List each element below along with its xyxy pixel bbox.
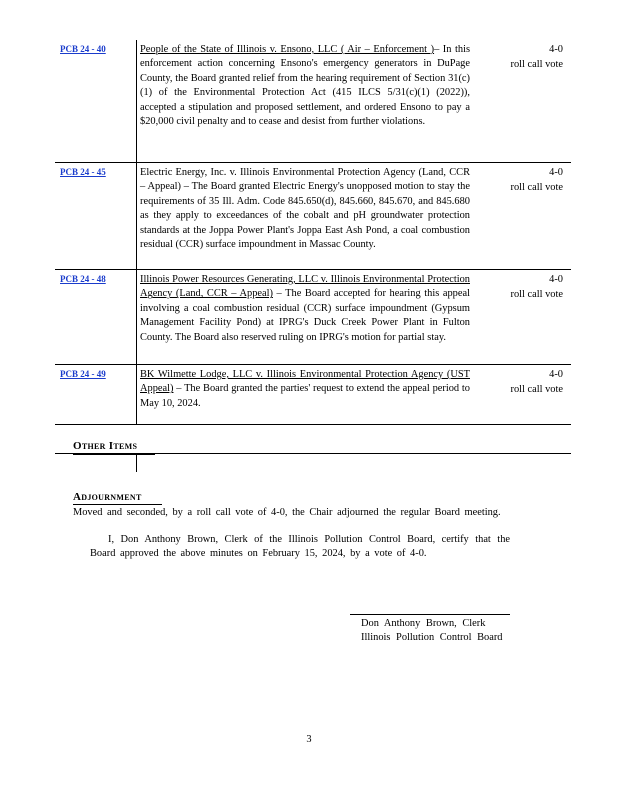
case-row	[55, 270, 571, 365]
certification-text	[90, 533, 510, 562]
vote-type: roll call vote	[510, 181, 563, 193]
case-description	[140, 43, 470, 129]
vote-count: 4-0	[549, 274, 563, 285]
docket-link[interactable]: PCB 24 - 45	[60, 167, 106, 177]
case-title: People of the State of Illinois v. Ensono, LLC ( Air – Enforcement )	[140, 44, 435, 55]
case-row	[55, 40, 571, 163]
docket-link[interactable]: PCB 24 - 40	[60, 44, 106, 54]
case-row	[55, 365, 571, 425]
column-divider	[136, 270, 137, 364]
vote-count: 4-0	[549, 369, 563, 380]
vote-type: roll call vote	[510, 288, 563, 300]
case-row	[55, 163, 571, 270]
case-title: Illinois Power Resources Generating, LLC v. Illinois Environmental Protection Agency (Land, CCR – Appeal)	[140, 274, 470, 300]
signatory-organization: Illinois Pollution Control Board	[361, 632, 503, 643]
case-title: BK Wilmette Lodge, LLC v. Illinois Environmental Protection Agency (UST Appeal)	[140, 369, 470, 395]
vote-count: 4-0	[549, 44, 563, 55]
case-summary: Electric Energy, Inc. v. Illinois Environmental Protection Agency (Land, CCR – Appeal) – The Board granted Electric Energy's unopposed motion to stay the requirements of 35 Ill. Adm. Code 845.650(d), 845.660, 845.670, and 845.680 as they apply to exceedances of the cobalt and pH groundwater protection standards at the Joppa Power Plant's Joppa East Ash Pond, a coal combustion residual (CCR) surface impoundment in Massac County.	[140, 167, 470, 251]
vote-type: roll call vote	[510, 383, 563, 395]
other-items-rule	[55, 453, 571, 454]
heading-underline	[73, 504, 162, 505]
case-summary: – The Board granted the parties' request to extend the appeal period to May 10, 2024.	[140, 383, 470, 409]
other-items-heading	[73, 440, 137, 452]
adjournment-text: Moved and seconded, by a roll call vote of 4-0, the Chair adjourned the regular Board meeting.	[73, 507, 501, 518]
case-description	[140, 273, 470, 345]
case-description	[140, 166, 470, 252]
vote-type: roll call vote	[510, 58, 563, 70]
column-divider	[136, 40, 137, 162]
vote-count: 4-0	[549, 167, 563, 178]
column-divider	[136, 365, 137, 424]
adjournment-heading	[73, 491, 142, 503]
heading-underline	[73, 454, 155, 455]
case-summary: – The Board accepted for hearing this appeal involving a coal combustion residual (CCR) surface impoundment (Gypsum Management Facility Pond) at IPRG's Duck Creek Power Plant in Fulton County. The Board also reserved ruling on IPRG's motion for partial stay.	[140, 288, 470, 343]
case-summary: – In this enforcement action concerning Ensono's emergency generators in DuPage County, the Board granted relief from the hearing requirement of Section 31(c)(1) of the Environmental Protection Act (415 ILCS 5/31(c)(1) (2022)), accepted a stipulation and proposed settlement, and ordered Ensono to pay a $20,000 civil penalty and to cease and desist from further violations.	[140, 44, 471, 128]
page-number: 3	[306, 734, 312, 745]
certification-statement: I, Don Anthony Brown, Clerk of the Illinois Pollution Control Board, certify that the Board approved the above minutes on February 15, 2024, by a vote of 4-0.	[90, 534, 510, 560]
case-description	[140, 368, 470, 411]
case-table	[55, 40, 571, 425]
signature-line	[350, 614, 510, 615]
adjournment-label: Adjournment	[73, 491, 142, 503]
docket-link[interactable]: PCB 24 - 48	[60, 274, 106, 284]
other-items-label: Other Items	[73, 440, 138, 452]
other-items-divider	[136, 453, 137, 472]
signatory-name: Don Anthony Brown, Clerk	[361, 618, 486, 629]
column-divider	[136, 163, 137, 269]
docket-link[interactable]: PCB 24 - 49	[60, 369, 106, 379]
